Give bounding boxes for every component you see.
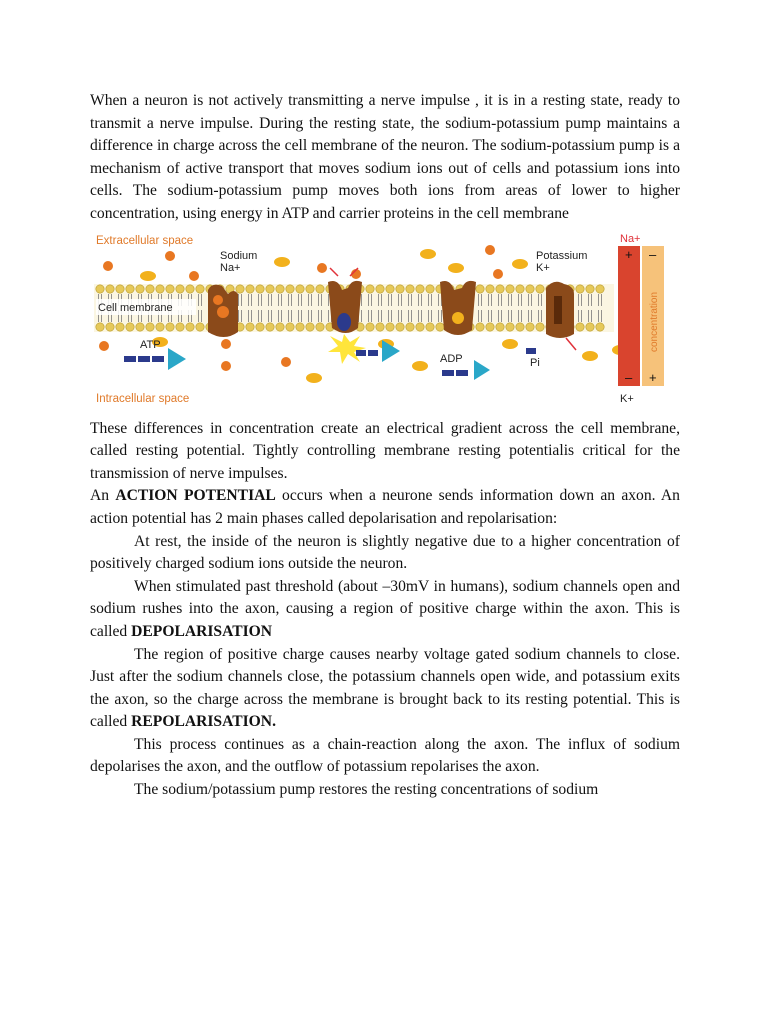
pump-protein-1 (208, 284, 238, 336)
action-potential-paragraph: An ACTION POTENTIAL occurs when a neurone sends information down an axon. An action potential has 2 main phases called depolarisation and repolarisation: (90, 487, 680, 527)
pi-label: Pi (530, 356, 540, 369)
document-page (90, 90, 680, 802)
action-potential-term: ACTION POTENTIAL (115, 487, 276, 505)
intracellular-label: Intracellular space (96, 392, 190, 405)
depolarisation-paragraph: When stimulated past threshold (about –30mV in humans), sodium channels open and sodium rushes into the axon, causing a region of positive charge within the axon. This is called DEPOLARISATION (90, 577, 680, 640)
pump-protein-4 (546, 281, 574, 337)
atp-molecule-icon (124, 348, 186, 370)
sodium-ions-extracellular (103, 245, 503, 281)
bar-plus-top: + (625, 246, 633, 262)
cell-membrane-label: Cell membrane (98, 301, 173, 314)
phosphate-icon (526, 348, 536, 354)
sodium-na-label: Na+ (220, 261, 241, 274)
concentration-gradient-bar (618, 233, 664, 405)
chain-reaction-paragraph: This process continues as a chain-reaction along the axon. The influx of sodium depolarises the axon, and the outflow of potassium repolarises the axon. (90, 735, 680, 776)
resting-potential-paragraph: These differences in concentration create an electrical gradient across the cell membrane, called resting potential. Tightly controlling membrane resting potentialis critical for the transmission of nerve impulses. (90, 419, 680, 482)
atp-burst-icon (328, 334, 400, 364)
pump-diagram (90, 232, 680, 410)
depolarisation-term: DEPOLARISATION (131, 622, 273, 640)
bar-na-label: Na+ (620, 232, 641, 245)
intro-paragraph: When a neuron is not actively transmitting a nerve impulse , it is in a resting state, ready to transmit a nerve impulse. During the resting state, the sodium-potassium pump maintains a difference in charge across the cell membrane of the neuron. The sodium-potassium pump is a mechanism of active transport that moves sodium ions out of cells and potassium ions into cells. The sodium-potassium pump moves both ions from areas of lower to higher concentration, using energy in ATP and carrier proteins in the cell membrane (90, 92, 680, 222)
at-rest-paragraph: At rest, the inside of the neuron is slightly negative due to a higher concentration of positively charged sodium ions outside the neuron. (90, 532, 680, 573)
pump-restores-paragraph: The sodium/potassium pump restores the resting concentrations of sodium (134, 781, 599, 799)
bar-plus-bottom: + (649, 369, 657, 385)
bar-k-label: K+ (620, 392, 634, 405)
sodium-potassium-pump-figure (90, 232, 680, 410)
repolarisation-paragraph: The region of positive charge causes nearby voltage gated sodium channels to close. Just after the sodium channels close, the potassium channels open wide, and potassium exits the axon, so the charge across the membrane is brought back to its resting potential. This is called REPOLARISATION. (90, 645, 680, 731)
concentration-label: concentration (649, 291, 660, 352)
sodium-label: Sodium (220, 249, 258, 262)
extracellular-label: Extracellular space (96, 234, 194, 247)
bar-minus-bottom: – (625, 369, 633, 385)
potassium-k-label: K+ (536, 261, 550, 274)
potassium-label: Potassium (536, 249, 588, 262)
bar-minus-top: – (649, 246, 657, 262)
adp-label: ADP (440, 352, 463, 365)
atp-label: ATP (140, 338, 161, 351)
repolarisation-term: REPOLARISATION. (131, 713, 276, 731)
